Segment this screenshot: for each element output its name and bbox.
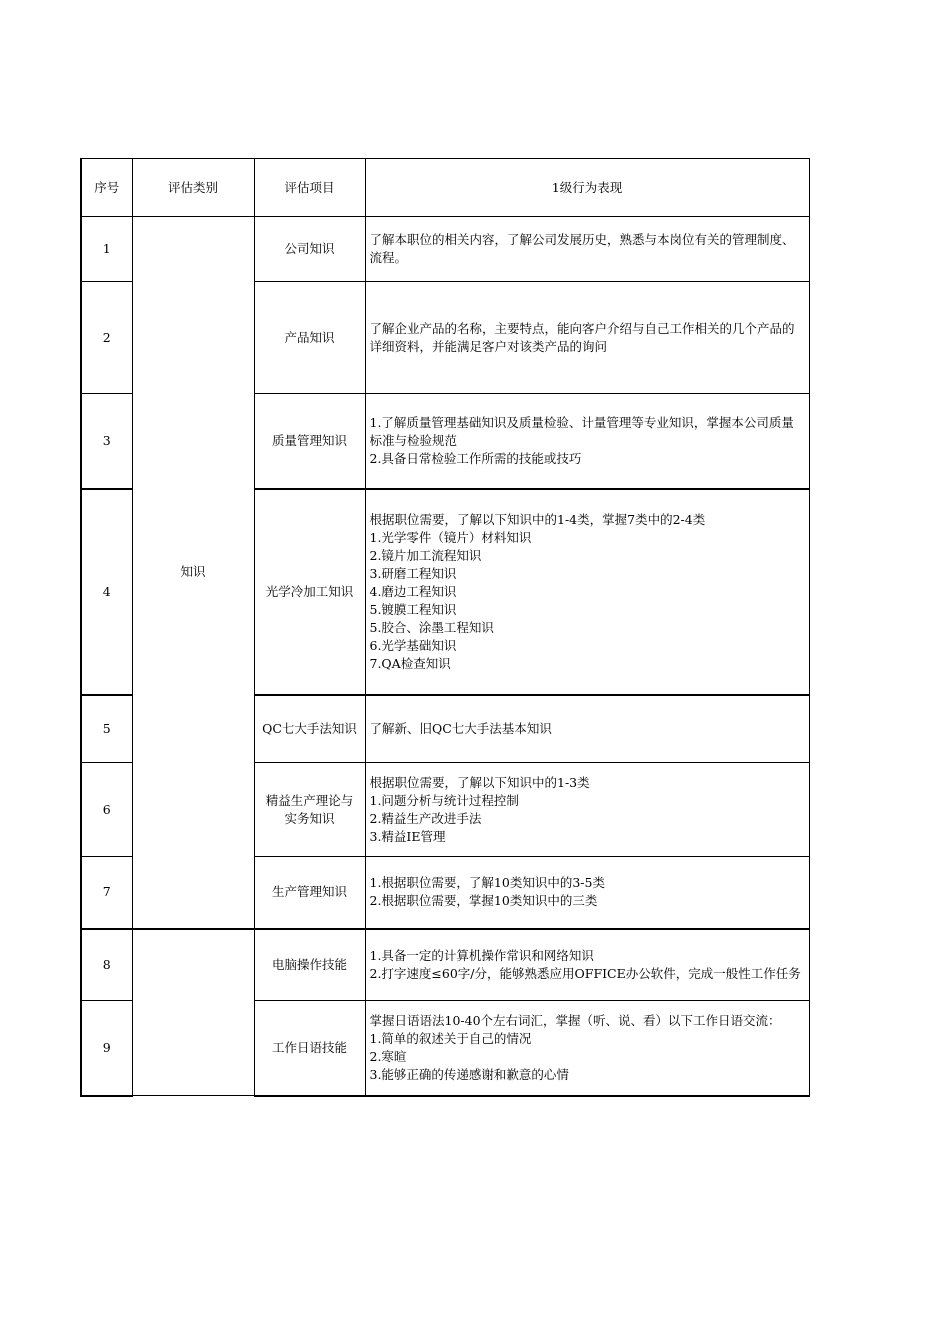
- row-description: 了解本职位的相关内容，了解公司发展历史，熟悉与本岗位有关的管理制度、流程。: [365, 217, 809, 282]
- row-item: 工作日语技能: [254, 1001, 365, 1096]
- row-num: 2: [81, 282, 132, 394]
- row-item: 生产管理知识: [254, 857, 365, 929]
- row-description: 根据职位需要，了解以下知识中的1-4类，掌握7类中的2-4类 1.光学零件（镜片）材料知识 2.镜片加工流程知识 3.研磨工程知识 4.磨边工程知识 5.镀膜工程知识 5.胶合、涂墨工程知识 6.光学基础知识 7.QA检查知识: [365, 489, 809, 695]
- header-num: 序号: [81, 159, 132, 217]
- row-description: 根据职位需要，了解以下知识中的1-3类 1.问题分析与统计过程控制 2.精益生产改进手法 3.精益IE管理: [365, 763, 809, 857]
- row-description: 1.了解质量管理基础知识及质量检验、计量管理等专业知识，掌握本公司质量标准与检验规范 2.具备日常检验工作所需的技能或技巧: [365, 394, 809, 489]
- row-num: 8: [81, 929, 132, 1001]
- row-description: 掌握日语语法10-40个左右词汇，掌握（听、说、看）以下工作日语交流： 1.简单的叙述关于自己的情况 2.寒暄 3.能够正确的传递感谢和歉意的心情: [365, 1001, 809, 1096]
- row-num: 1: [81, 217, 132, 282]
- category-skills: [132, 929, 254, 1096]
- table-row: [81, 929, 809, 1001]
- row-num: 5: [81, 695, 132, 763]
- row-num: 6: [81, 763, 132, 857]
- row-num: 7: [81, 857, 132, 929]
- row-num: 3: [81, 394, 132, 489]
- header-description: 1级行为表现: [365, 159, 809, 217]
- header-item: 评估项目: [254, 159, 365, 217]
- row-num: 4: [81, 489, 132, 695]
- row-item: 产品知识: [254, 282, 365, 394]
- row-item: 精益生产理论与 实务知识: [254, 763, 365, 857]
- header-category: 评估类别: [132, 159, 254, 217]
- row-description: 1.具备一定的计算机操作常识和网络知识 2.打字速度≤60字/分，能够熟悉应用OFFICE办公软件，完成一般性工作任务: [365, 929, 809, 1001]
- category-knowledge: 知识: [132, 217, 254, 929]
- row-item: 公司知识: [254, 217, 365, 282]
- evaluation-table: [80, 158, 810, 1097]
- row-description: 了解新、旧QC七大手法基本知识: [365, 695, 809, 763]
- row-item: QC七大手法知识: [254, 695, 365, 763]
- row-num: 9: [81, 1001, 132, 1096]
- row-description: 1.根据职位需要，了解10类知识中的3-5类 2.根据职位需要，掌握10类知识中的三类: [365, 857, 809, 929]
- table-row: [81, 217, 809, 282]
- row-item: 光学冷加工知识: [254, 489, 365, 695]
- header-row: [81, 159, 809, 217]
- row-item: 质量管理知识: [254, 394, 365, 489]
- row-item: 电脑操作技能: [254, 929, 365, 1001]
- row-description: 了解企业产品的名称，主要特点，能向客户介绍与自己工作相关的几个产品的详细资料，并能满足客户对该类产品的询问: [365, 282, 809, 394]
